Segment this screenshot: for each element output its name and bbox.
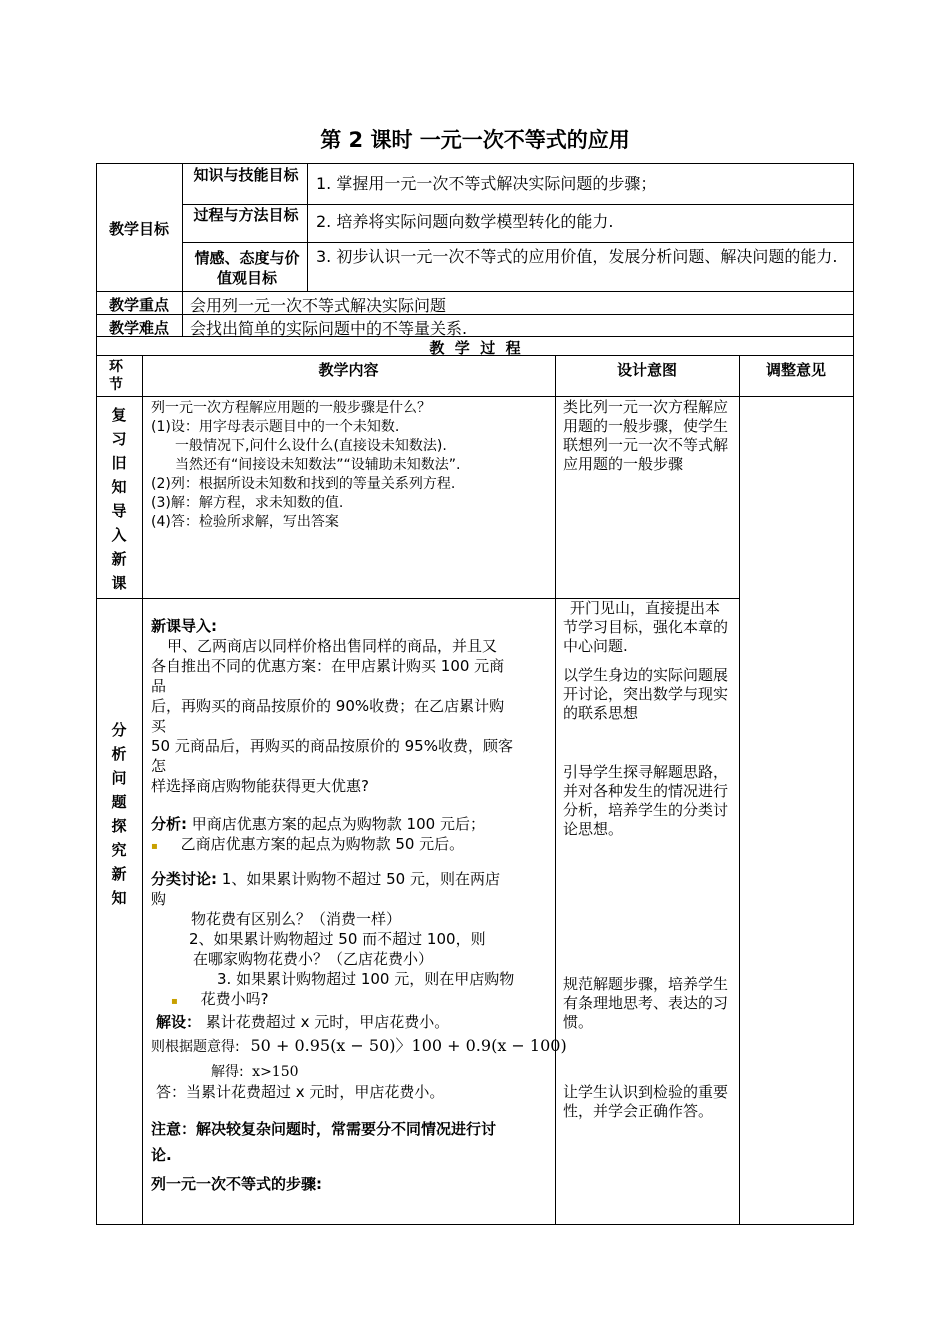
column-header-content: 教学内容	[318, 361, 379, 379]
grid-line	[96, 396, 854, 397]
focus-label: 教学重点	[108, 296, 169, 314]
table-border-right	[853, 163, 854, 1224]
section1-line: 一般情况下,问什么设什么(直接设未知数法).	[175, 438, 447, 454]
discuss-line: 在哪家购物花费小？（乙店花费小）	[193, 950, 434, 968]
discuss-line: 物花费有区别么？（消费一样）	[191, 910, 402, 928]
result-label: 解得:	[211, 1064, 244, 1080]
equation-prefix: 则根据题意得:	[151, 1039, 240, 1055]
column-header-stage: 环节	[109, 359, 123, 393]
column-header-adjust: 调整意见	[765, 361, 826, 379]
intent-item: 引导学生探寻解题思路，并对各种发生的情况进行分析，培养学生的分类讨论思想。	[563, 763, 729, 838]
discuss-line: 购	[151, 890, 167, 908]
section1-line: (4)答：检验所求解，写出答案	[151, 514, 339, 530]
grid-line	[142, 355, 143, 1224]
steps-label: 列一元一次不等式的步骤:	[151, 1175, 322, 1193]
column-header-intent: 设计意图	[616, 361, 677, 379]
objective-category-knowledge: 知识与技能目标	[193, 166, 299, 184]
section1-content	[151, 399, 551, 532]
section1-line: 列一元一次方程解应用题的一般步骤是什么？	[151, 400, 431, 416]
intent-item: 让学生认识到检验的重要性，并学会正确作答。	[563, 1083, 729, 1120]
objective-category-emotion: 情感、态度与价值观目标	[194, 249, 300, 287]
intro-line: 怎	[151, 757, 167, 775]
section1-line: (1)设：用字母表示题目中的一个未知数.	[151, 419, 400, 435]
grid-line	[96, 291, 854, 292]
grid-line	[739, 355, 740, 1224]
analysis-line: 乙商店优惠方案的起点为购物款 50 元后。	[180, 835, 465, 853]
intro-line: 各自推出不同的优惠方案：在甲店累计购买 100 元商	[151, 657, 505, 675]
solve-label: 解设：	[156, 1013, 202, 1031]
table-border-top	[96, 163, 854, 164]
grid-line	[182, 204, 854, 205]
objectives-label: 教学目标	[108, 220, 169, 238]
intro-line: 后，再购买的商品按原价的 90%收费；在乙店累计购	[151, 697, 505, 715]
analysis-label: 分析:	[151, 815, 187, 833]
section1-line: (2)列：根据所设未知数和找到的等量关系列方程.	[151, 476, 456, 492]
intro-line: 样选择商店购物能获得更大优惠?	[151, 777, 369, 795]
objective-category-process: 过程与方法目标	[193, 206, 299, 224]
intro-label: 新课导入:	[151, 617, 217, 635]
difficulty-label: 教学难点	[108, 319, 169, 337]
section1-stage-label: 复 习 旧 知 导 入 新 课	[111, 406, 127, 592]
difficulty-content: 会找出简单的实际问题中的不等量关系.	[190, 319, 468, 338]
note-line: 注意：解决较复杂问题时，常需要分不同情况进行讨	[151, 1120, 497, 1138]
edit-mark-icon: ▪	[171, 996, 178, 1007]
solve-text: 累计花费超过 x 元时，甲店花费小。	[205, 1013, 450, 1031]
page-title: 第 2 课时 一元一次不等式的应用	[320, 128, 630, 152]
objective-content-process: 2. 培养将实际问题向数学模型转化的能力.	[316, 212, 614, 231]
note-line: 论.	[151, 1146, 172, 1164]
objective-content-knowledge: 1. 掌握用一元一次不等式解决实际问题的步骤；	[316, 174, 657, 193]
section1-line: 当然还有“间接设未知数法”“设辅助未知数法”.	[175, 457, 461, 473]
edit-mark-icon: ▪	[151, 841, 158, 852]
section2-content	[151, 616, 567, 1200]
discuss-line: 3. 如果累计购物超过 100 元，则在甲店购物	[217, 970, 515, 988]
section1-intent: 类比列一元一次方程解应用题的一般步骤，使学生联想列一元一次不等式解应用题的一般步骤	[563, 398, 729, 473]
intent-item: 开门见山，直接提出本节学习目标，强化本章的中心问题.	[563, 599, 729, 655]
discuss-line: 花费小吗?	[200, 990, 269, 1008]
intent-item: 规范解题步骤，培养学生有条理地思考、表达的习惯。	[563, 975, 729, 1031]
intro-line: 品	[151, 677, 167, 695]
result-value: x>150	[252, 1064, 299, 1080]
objective-content-emotion: 3. 初步认识一元一次不等式的应用价值，发展分析问题、解决问题的能力.	[316, 247, 838, 266]
intro-line: 买	[151, 717, 167, 735]
table-border-bottom	[96, 1224, 854, 1225]
intro-line: 50 元商品后，再购买的商品按原价的 95%收费，顾客	[151, 737, 513, 755]
discuss-line: 1、如果累计购物不超过 50 元，则在两店	[221, 870, 500, 888]
grid-line	[307, 163, 308, 291]
focus-content: 会用列一元一次不等式解决实际问题	[190, 296, 447, 315]
intent-item: 以学生身边的实际问题展开讨论，突出数学与现实的联系思想	[563, 666, 729, 722]
section2-stage-label: 分 析 问 题 探 究 新 知	[111, 721, 127, 907]
analysis-line: 甲商店优惠方案的起点为购物款 100 元后；	[191, 815, 485, 833]
discuss-line: 2、如果累计购物超过 50 而不超过 100，则	[189, 930, 486, 948]
grid-line	[182, 163, 183, 336]
answer-line: 答：当累计花费超过 x 元时，甲店花费小。	[156, 1083, 445, 1101]
intro-line: 甲、乙两商店以同样价格出售同样的商品，并且又	[167, 637, 498, 655]
discuss-label: 分类讨论:	[151, 870, 217, 888]
grid-line	[555, 355, 556, 1224]
section1-line: (3)解：解方程，求未知数的值.	[151, 495, 344, 511]
inequality-equation: 50 + 0.95(x − 50)〉100 + 0.9(x − 100)	[250, 1036, 567, 1055]
process-header: 教 学 过 程	[429, 339, 521, 357]
grid-line	[182, 242, 854, 243]
